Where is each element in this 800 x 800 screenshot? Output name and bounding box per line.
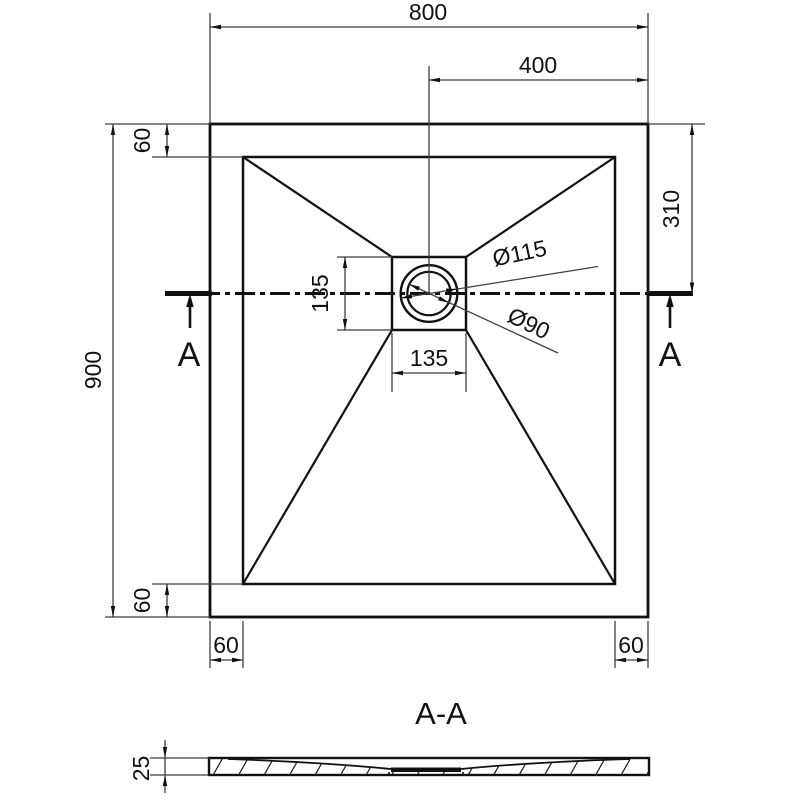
dim-drain-box-width-label: 135 bbox=[409, 345, 449, 371]
dim-thickness bbox=[128, 740, 209, 793]
dim-right-border-label: 60 bbox=[618, 632, 644, 658]
dim-overall-height-label: 900 bbox=[80, 350, 106, 390]
drain-outer-diameter-label: Ø115 bbox=[490, 234, 549, 272]
section-marker-left-label: A bbox=[177, 336, 201, 374]
dim-top-border bbox=[129, 124, 243, 157]
dim-bottom-border bbox=[129, 584, 243, 617]
dim-left-border bbox=[210, 621, 243, 668]
section-title: A-A bbox=[415, 696, 467, 731]
dim-drain-from-top-label: 310 bbox=[658, 189, 684, 229]
section-view bbox=[128, 696, 659, 793]
dim-bottom-border-label: 60 bbox=[129, 587, 155, 614]
dim-drain-box-width bbox=[392, 333, 466, 392]
dim-right-border bbox=[615, 621, 648, 668]
dim-top-border-label: 60 bbox=[129, 127, 155, 154]
section-marker-right-label: A bbox=[658, 336, 682, 374]
leader-drain-outer-diameter bbox=[401, 235, 598, 299]
dim-drain-offset-label: 400 bbox=[518, 52, 558, 78]
plan-view bbox=[80, 0, 705, 668]
drain-inner-diameter-label: Ø90 bbox=[503, 301, 555, 345]
dim-thickness-label: 25 bbox=[128, 755, 154, 782]
dim-overall-width-label: 800 bbox=[408, 0, 448, 25]
dim-drain-from-top bbox=[648, 124, 705, 294]
dim-left-border-label: 60 bbox=[213, 632, 239, 658]
dim-drain-box-height-label: 135 bbox=[307, 274, 333, 313]
